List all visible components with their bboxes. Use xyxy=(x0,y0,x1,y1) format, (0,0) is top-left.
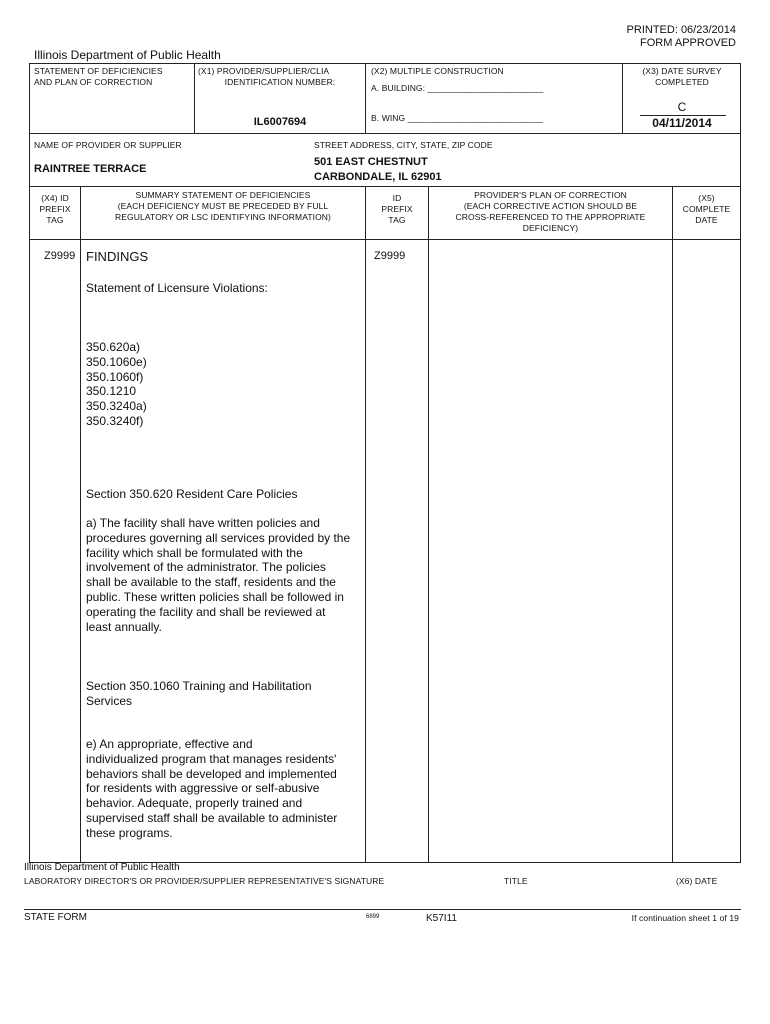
survey-date: 04/11/2014 xyxy=(652,116,712,130)
text-line: behaviors shall be developed and implemented xyxy=(86,766,337,781)
text-line: these programs. xyxy=(86,825,173,840)
text-line: involvement of the administrator. The policies xyxy=(86,560,326,575)
regulation-code: 350.620a) xyxy=(86,340,141,354)
divider xyxy=(622,63,623,133)
summary-header-1: SUMMARY STATEMENT OF DEFICIENCIES xyxy=(135,190,311,200)
frame-right xyxy=(740,63,741,862)
x3-label-1: (X3) DATE SURVEY xyxy=(642,66,722,76)
text-line: facility which shall be formulated with the xyxy=(86,545,303,560)
text-line: public. These written policies shall be followed in xyxy=(86,589,344,604)
text-line: Services xyxy=(86,693,133,708)
x1-label-2: IDENTIFICATION NUMBER: xyxy=(224,77,336,87)
x4-header-2: PREFIX xyxy=(39,204,71,214)
x5-header-1: (X5) xyxy=(698,193,715,203)
provider-name-label: NAME OF PROVIDER OR SUPPLIER xyxy=(34,140,182,150)
printed-date: PRINTED: 06/23/2014 xyxy=(626,24,736,36)
prefix-tag-right: Z9999 xyxy=(374,250,406,262)
regulation-code: 350.3240a) xyxy=(86,399,147,414)
id-header-2: PREFIX xyxy=(381,204,413,214)
text-line: least annually. xyxy=(86,619,162,634)
footer-agency: Illinois Department of Public Health xyxy=(24,862,180,873)
id-header-1: ID xyxy=(392,193,402,203)
agency-title: Illinois Department of Public Health xyxy=(34,48,221,62)
regulation-code: 350.1060f) xyxy=(86,369,144,384)
x5-header-3: DATE xyxy=(695,215,718,225)
text-line: Section 350.1060 Training and Habilitation xyxy=(86,679,312,693)
text-line: operating the facility and shall be reviewed at xyxy=(86,604,326,619)
col-divider xyxy=(365,186,366,862)
statement-label-1: STATEMENT OF DEFICIENCIES xyxy=(34,66,163,76)
city-state-zip: CARBONDALE, IL 62901 xyxy=(314,171,442,183)
provider-name: RAINTREE TERRACE xyxy=(34,163,147,175)
street-address: 501 EAST CHESTNUT xyxy=(314,156,428,168)
date-label: (X6) DATE xyxy=(676,876,718,886)
section-350-620-text xyxy=(86,516,350,634)
x1-label-1: (X1) PROVIDER/SUPPLIER/CLIA xyxy=(198,66,330,76)
divider xyxy=(29,133,741,134)
id-header-3: TAG xyxy=(388,215,406,225)
divider xyxy=(29,239,741,240)
address-label: STREET ADDRESS, CITY, STATE, ZIP CODE xyxy=(314,140,493,150)
text-line: supervised staff shall be available to administer xyxy=(86,810,338,825)
regulation-code-list xyxy=(86,340,147,429)
form-number: 6899 xyxy=(366,914,380,920)
form-approved: FORM APPROVED xyxy=(640,37,736,49)
regulation-code: 350.3240f) xyxy=(86,413,144,428)
section-350-1060-title xyxy=(86,679,312,709)
building-field: A. BUILDING: ________________________ xyxy=(371,83,544,93)
plan-header-1: PROVIDER'S PLAN OF CORRECTION xyxy=(474,190,627,200)
x4-header-1: (X4) ID xyxy=(41,193,69,203)
provider-id-number: IL6007694 xyxy=(253,116,307,128)
event-id: K57I11 xyxy=(426,913,457,924)
text-line: behavior. Adequate, properly trained and xyxy=(86,796,303,811)
section-350-1060e-text xyxy=(86,737,337,841)
text-line: shall be available to the staff, residents and the xyxy=(86,575,336,590)
col-divider xyxy=(428,186,429,862)
wing-field: B. WING ____________________________ xyxy=(371,113,543,123)
plan-header-3: CROSS-REFERENCED TO THE APPROPRIATE xyxy=(455,212,646,222)
continuation-sheet: If continuation sheet 1 of 19 xyxy=(631,913,739,923)
x2-label: (X2) MULTIPLE CONSTRUCTION xyxy=(371,66,504,76)
prefix-tag-left: Z9999 xyxy=(44,250,76,262)
survey-code: C xyxy=(677,100,687,114)
text-line: procedures governing all services provided by the xyxy=(86,530,351,545)
plan-header-2: (EACH CORRECTIVE ACTION SHOULD BE xyxy=(463,201,638,211)
divider xyxy=(365,63,366,133)
x4-header-3: TAG xyxy=(46,215,64,225)
text-line: individualized program that manages residents' xyxy=(86,751,337,766)
state-form-label: STATE FORM xyxy=(24,912,87,923)
section-350-620-title: Section 350.620 Resident Care Policies xyxy=(86,487,298,501)
summary-header-3: REGULATORY OR LSC IDENTIFYING INFORMATION) xyxy=(115,212,331,222)
plan-header-4: DEFICIENCY) xyxy=(522,223,579,233)
footer-divider xyxy=(24,909,741,910)
statement-label-2: AND PLAN OF CORRECTION xyxy=(34,77,153,87)
findings-heading: FINDINGS xyxy=(86,249,149,264)
col-divider xyxy=(80,186,81,862)
text-line: e) An appropriate, effective and xyxy=(86,737,253,751)
summary-header-2: (EACH DEFICIENCY MUST BE PRECEDED BY FULL xyxy=(117,201,329,211)
divider xyxy=(194,63,195,133)
signature-label: LABORATORY DIRECTOR'S OR PROVIDER/SUPPLIER REPRESENTATIVE'S SIGNATURE xyxy=(24,876,385,886)
x5-header-2: COMPLETE xyxy=(682,204,731,214)
title-label: TITLE xyxy=(504,876,528,886)
x3-label-2: COMPLETED xyxy=(655,77,709,87)
frame-top xyxy=(29,63,741,64)
col-divider xyxy=(672,186,673,862)
regulation-code: 350.1210 xyxy=(86,384,137,399)
regulation-code: 350.1060e) xyxy=(86,354,147,369)
frame-left xyxy=(29,63,30,862)
text-line: for residents with aggressive or self-abusive xyxy=(86,781,320,796)
statement-heading: Statement of Licensure Violations: xyxy=(86,281,268,295)
text-line: a) The facility shall have written policies and xyxy=(86,516,320,530)
divider xyxy=(29,186,741,187)
